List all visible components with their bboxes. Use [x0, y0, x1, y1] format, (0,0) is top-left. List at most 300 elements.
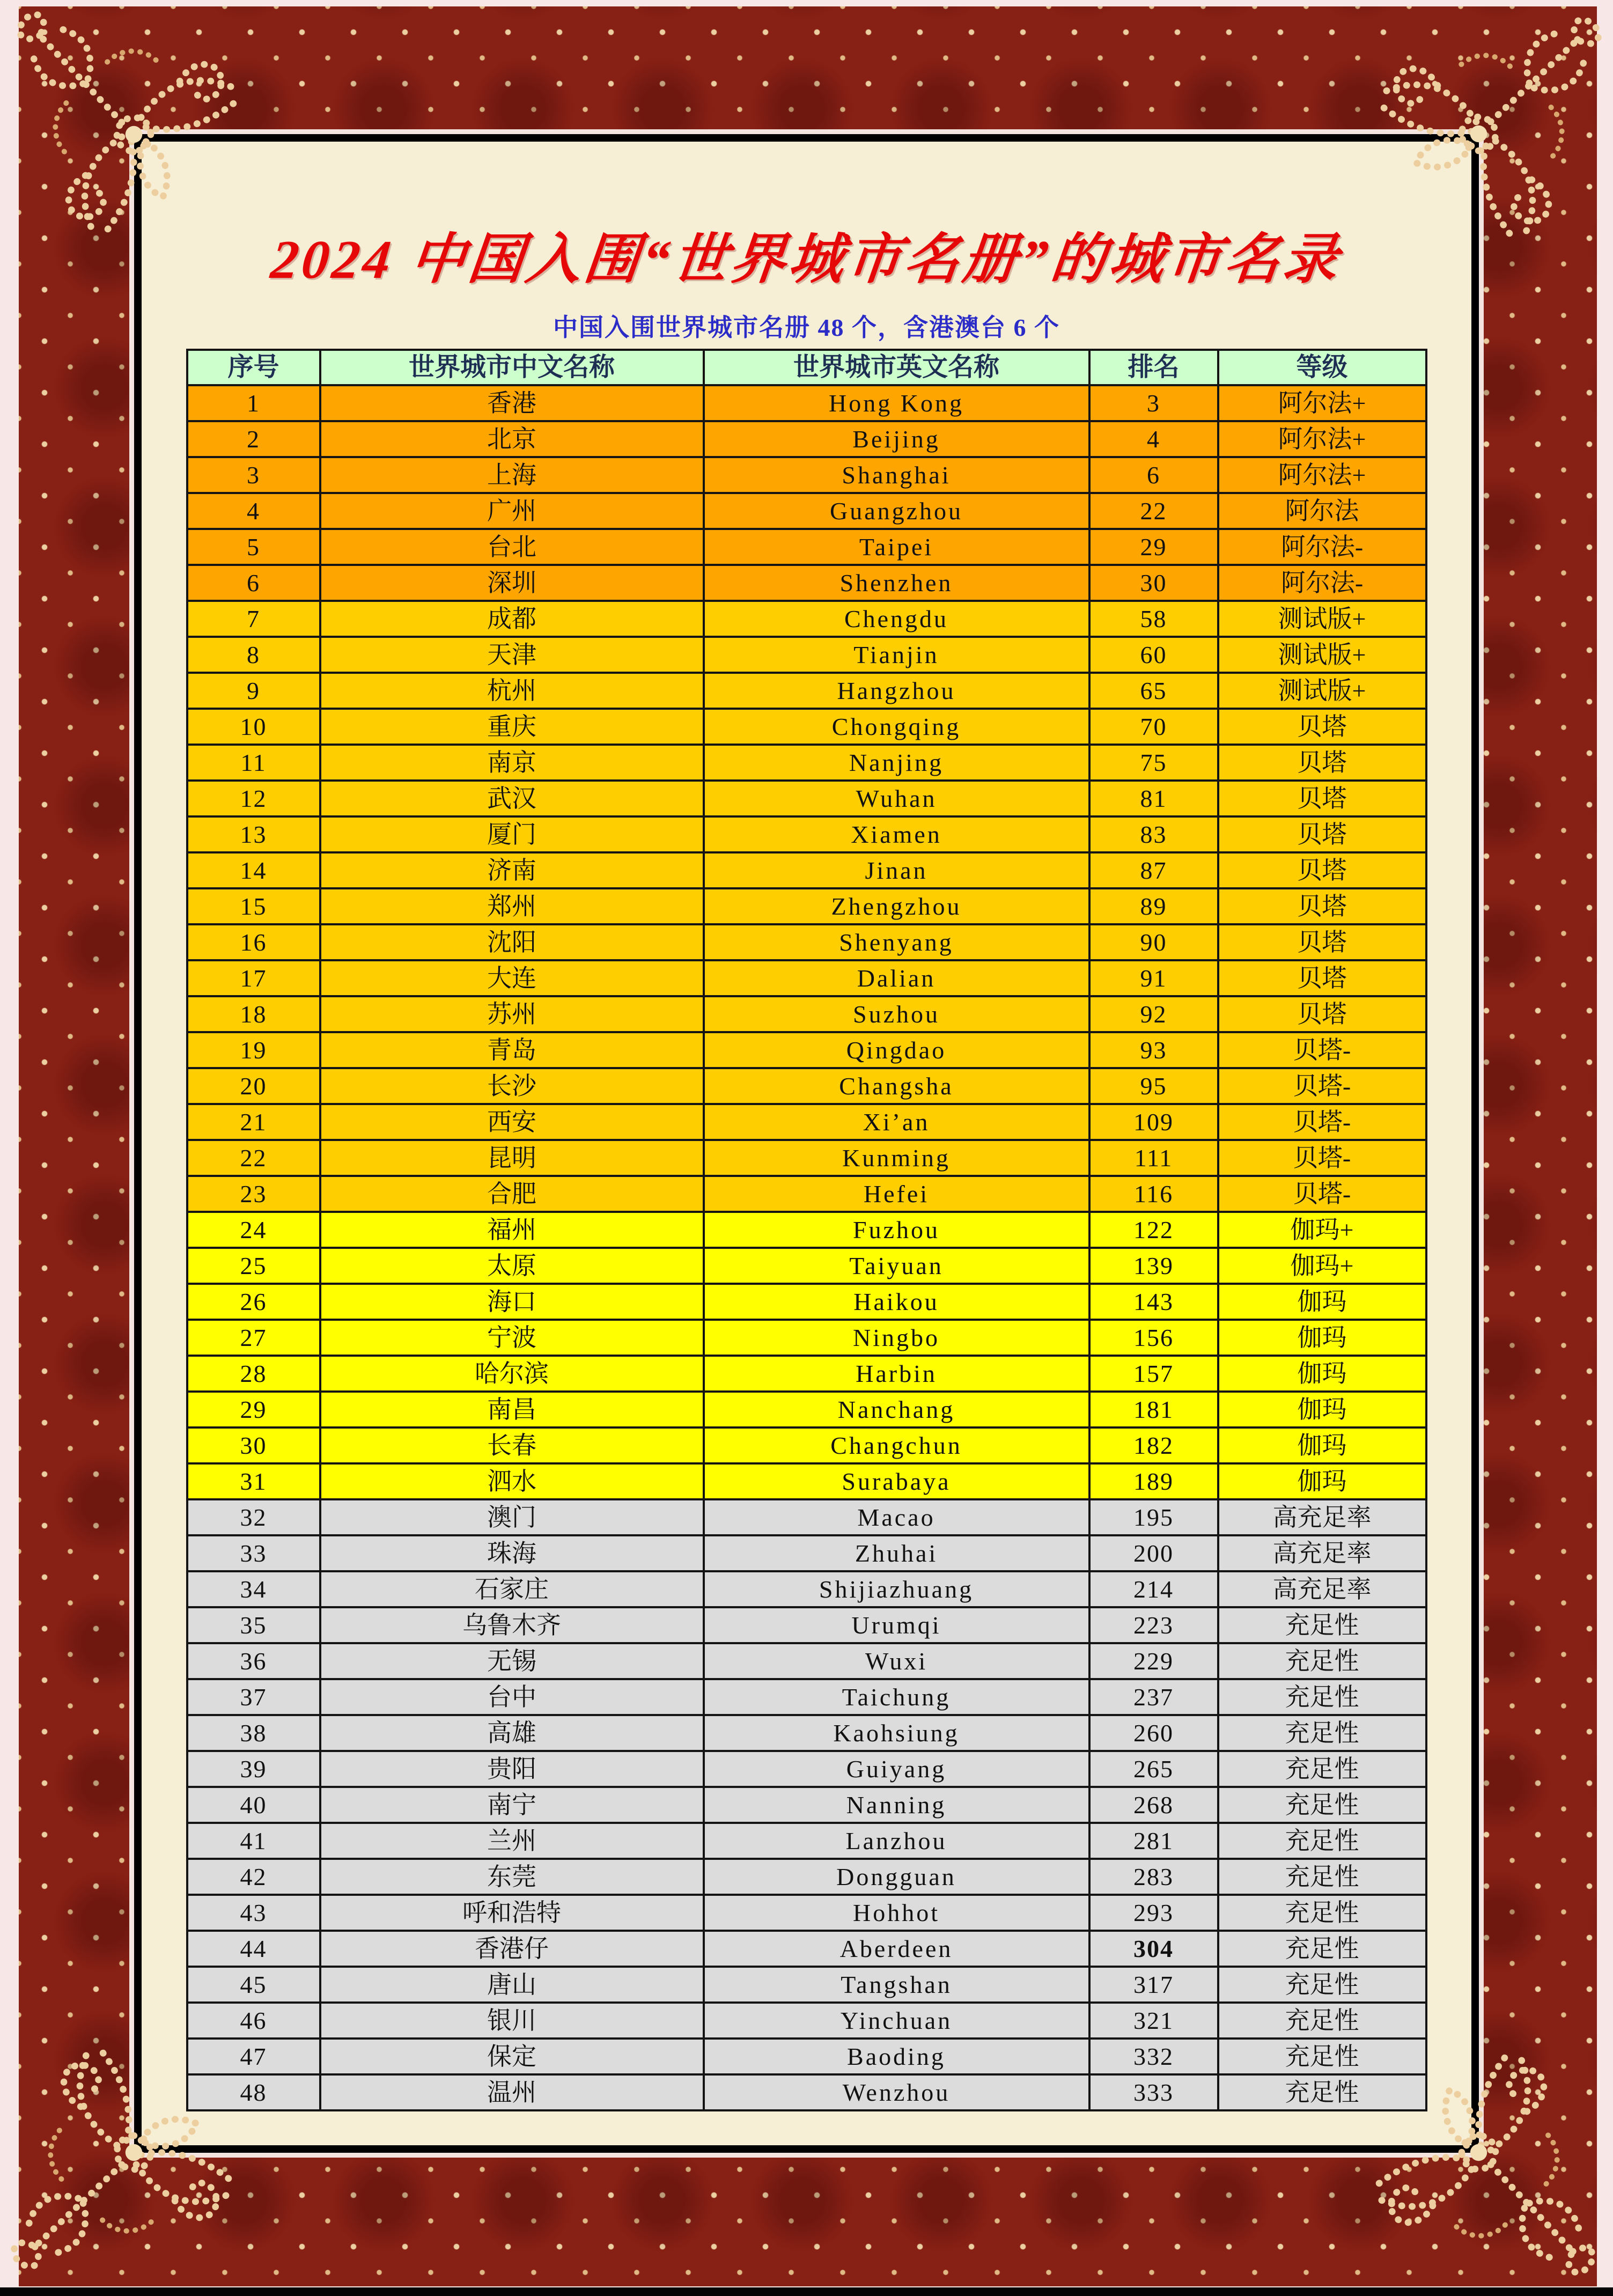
- cell-cn-name: 香港仔: [320, 1931, 704, 1967]
- cell-rank: 283: [1089, 1859, 1218, 1895]
- cell-cn-name: 厦门: [320, 816, 704, 852]
- cell-cn-name: 泗水: [320, 1463, 704, 1499]
- cell-cn-name: 北京: [320, 421, 704, 457]
- cell-cn-name: 昆明: [320, 1140, 704, 1176]
- page-subtitle: 中国入围世界城市名册 48 个，含港澳台 6 个: [553, 314, 1060, 341]
- cell-rank: 182: [1089, 1427, 1218, 1463]
- cell-no: 5: [187, 529, 320, 565]
- cell-en-name: Hangzhou: [704, 673, 1089, 709]
- table-row: [187, 1643, 1426, 1679]
- cell-cn-name: 唐山: [320, 1967, 704, 2003]
- cell-cn-name: 台北: [320, 529, 704, 565]
- cell-rank: 157: [1089, 1356, 1218, 1392]
- cell-no: 46: [187, 2003, 320, 2039]
- cell-en-name: Changchun: [704, 1427, 1089, 1463]
- cell-grade: 伽玛: [1218, 1463, 1426, 1499]
- cell-rank: 3: [1089, 385, 1218, 421]
- cell-en-name: Urumqi: [704, 1607, 1089, 1643]
- cell-grade: 伽玛+: [1218, 1248, 1426, 1284]
- cell-cn-name: 乌鲁木齐: [320, 1607, 704, 1643]
- cell-rank: 22: [1089, 493, 1218, 529]
- cell-en-name: Shenzhen: [704, 565, 1089, 601]
- cell-en-name: Haikou: [704, 1284, 1089, 1320]
- cell-en-name: Taichung: [704, 1679, 1089, 1715]
- page-title: 2024 中国入围“世界城市名册”的城市名录: [268, 230, 1344, 290]
- header-en-name: 世界城市英文名称: [704, 350, 1089, 385]
- cell-grade: 阿尔法-: [1218, 565, 1426, 601]
- world-cities-table: [186, 349, 1427, 2111]
- cell-grade: 充足性: [1218, 1607, 1426, 1643]
- cell-grade: 贝塔: [1218, 781, 1426, 816]
- cell-en-name: Nanjing: [704, 745, 1089, 781]
- cell-cn-name: 珠海: [320, 1535, 704, 1571]
- corner-ornament-bottom-left: [6, 2034, 247, 2276]
- cell-grade: 贝塔: [1218, 816, 1426, 852]
- cell-en-name: Xiamen: [704, 816, 1089, 852]
- cell-cn-name: 宁波: [320, 1320, 704, 1356]
- cell-en-name: Kunming: [704, 1140, 1089, 1176]
- table-row: [187, 673, 1426, 709]
- cell-rank: 91: [1089, 960, 1218, 996]
- cell-grade: 贝塔-: [1218, 1176, 1426, 1212]
- cell-rank: 143: [1089, 1284, 1218, 1320]
- cell-no: 20: [187, 1068, 320, 1104]
- cell-rank: 95: [1089, 1068, 1218, 1104]
- cell-cn-name: 成都: [320, 601, 704, 637]
- document-page: [134, 134, 1479, 2153]
- cell-cn-name: 哈尔滨: [320, 1356, 704, 1392]
- cell-no: 47: [187, 2039, 320, 2074]
- table-row: [187, 1140, 1426, 1176]
- cell-no: 12: [187, 781, 320, 816]
- cell-cn-name: 青岛: [320, 1032, 704, 1068]
- cell-grade: 阿尔法: [1218, 493, 1426, 529]
- cell-grade: 充足性: [1218, 2003, 1426, 2039]
- table-row: [187, 816, 1426, 852]
- cell-no: 13: [187, 816, 320, 852]
- table-row: [187, 1212, 1426, 1248]
- cell-no: 43: [187, 1895, 320, 1931]
- table-row: [187, 2003, 1426, 2039]
- cell-no: 8: [187, 637, 320, 673]
- cell-grade: 充足性: [1218, 2039, 1426, 2074]
- cell-rank: 139: [1089, 1248, 1218, 1284]
- cell-grade: 贝塔: [1218, 924, 1426, 960]
- cell-en-name: Nanchang: [704, 1392, 1089, 1427]
- cell-en-name: Taipei: [704, 529, 1089, 565]
- cell-en-name: Dongguan: [704, 1859, 1089, 1895]
- cell-rank: 30: [1089, 565, 1218, 601]
- cell-rank: 81: [1089, 781, 1218, 816]
- frame-bottom-edge: [0, 2287, 1613, 2296]
- cell-no: 39: [187, 1751, 320, 1787]
- cell-en-name: Shenyang: [704, 924, 1089, 960]
- cell-no: 27: [187, 1320, 320, 1356]
- cell-rank: 223: [1089, 1607, 1218, 1643]
- cell-rank: 4: [1089, 421, 1218, 457]
- cell-grade: 充足性: [1218, 1823, 1426, 1859]
- cell-no: 40: [187, 1787, 320, 1823]
- cell-cn-name: 深圳: [320, 565, 704, 601]
- cell-en-name: Guiyang: [704, 1751, 1089, 1787]
- table-row: [187, 1535, 1426, 1571]
- cell-no: 2: [187, 421, 320, 457]
- table-row: [187, 1392, 1426, 1427]
- cell-en-name: Kaohsiung: [704, 1715, 1089, 1751]
- cell-rank: 89: [1089, 888, 1218, 924]
- table-row: [187, 1967, 1426, 2003]
- cell-grade: 充足性: [1218, 1751, 1426, 1787]
- cell-grade: 伽玛+: [1218, 1212, 1426, 1248]
- cell-no: 19: [187, 1032, 320, 1068]
- cell-cn-name: 苏州: [320, 996, 704, 1032]
- cell-en-name: Hefei: [704, 1176, 1089, 1212]
- cell-grade: 贝塔-: [1218, 1068, 1426, 1104]
- cell-no: 29: [187, 1392, 320, 1427]
- cell-cn-name: 广州: [320, 493, 704, 529]
- table-row: [187, 888, 1426, 924]
- table-row: [187, 1931, 1426, 1967]
- cell-en-name: Guangzhou: [704, 493, 1089, 529]
- cell-cn-name: 澳门: [320, 1499, 704, 1535]
- table-header-row: [187, 350, 1426, 385]
- cell-rank: 200: [1089, 1535, 1218, 1571]
- cell-no: 24: [187, 1212, 320, 1248]
- cell-no: 9: [187, 673, 320, 709]
- table-row: [187, 1499, 1426, 1535]
- cell-no: 35: [187, 1607, 320, 1643]
- table-row: [187, 1032, 1426, 1068]
- cell-cn-name: 香港: [320, 385, 704, 421]
- cell-no: 31: [187, 1463, 320, 1499]
- cell-no: 7: [187, 601, 320, 637]
- table-row: [187, 601, 1426, 637]
- cell-en-name: Lanzhou: [704, 1823, 1089, 1859]
- cell-cn-name: 上海: [320, 457, 704, 493]
- cell-en-name: Tianjin: [704, 637, 1089, 673]
- cell-cn-name: 武汉: [320, 781, 704, 816]
- cell-no: 6: [187, 565, 320, 601]
- cell-rank: 83: [1089, 816, 1218, 852]
- corner-ornament-top-left: [11, 6, 252, 248]
- cell-en-name: Fuzhou: [704, 1212, 1089, 1248]
- table-row: [187, 1284, 1426, 1320]
- cell-cn-name: 重庆: [320, 709, 704, 745]
- cell-grade: 贝塔-: [1218, 1140, 1426, 1176]
- table-row: [187, 385, 1426, 421]
- cell-no: 45: [187, 1967, 320, 2003]
- table-row: [187, 745, 1426, 781]
- cell-grade: 阿尔法-: [1218, 529, 1426, 565]
- header-cn-name: 世界城市中文名称: [320, 350, 704, 385]
- table-row: [187, 852, 1426, 888]
- cell-rank: 75: [1089, 745, 1218, 781]
- cell-cn-name: 沈阳: [320, 924, 704, 960]
- cell-no: 42: [187, 1859, 320, 1895]
- cell-no: 28: [187, 1356, 320, 1392]
- cell-grade: 贝塔: [1218, 888, 1426, 924]
- cell-no: 15: [187, 888, 320, 924]
- cell-no: 3: [187, 457, 320, 493]
- cell-cn-name: 济南: [320, 852, 704, 888]
- cell-rank: 260: [1089, 1715, 1218, 1751]
- table-row: [187, 1176, 1426, 1212]
- cell-en-name: Chongqing: [704, 709, 1089, 745]
- cell-cn-name: 台中: [320, 1679, 704, 1715]
- cell-no: 26: [187, 1284, 320, 1320]
- cell-rank: 29: [1089, 529, 1218, 565]
- cell-cn-name: 兰州: [320, 1823, 704, 1859]
- cell-no: 14: [187, 852, 320, 888]
- cell-cn-name: 高雄: [320, 1715, 704, 1751]
- cell-no: 38: [187, 1715, 320, 1751]
- cell-grade: 贝塔: [1218, 960, 1426, 996]
- cell-cn-name: 银川: [320, 2003, 704, 2039]
- cell-cn-name: 海口: [320, 1284, 704, 1320]
- header-no: 序号: [187, 350, 320, 385]
- cell-no: 32: [187, 1499, 320, 1535]
- cell-grade: 阿尔法+: [1218, 421, 1426, 457]
- cell-grade: 充足性: [1218, 2074, 1426, 2110]
- cell-en-name: Hong Kong: [704, 385, 1089, 421]
- cell-en-name: Baoding: [704, 2039, 1089, 2074]
- cell-no: 44: [187, 1931, 320, 1967]
- table-row: [187, 1427, 1426, 1463]
- cell-en-name: Nanning: [704, 1787, 1089, 1823]
- cell-en-name: Dalian: [704, 960, 1089, 996]
- cell-no: 41: [187, 1823, 320, 1859]
- cell-cn-name: 天津: [320, 637, 704, 673]
- table-row: [187, 1104, 1426, 1140]
- cell-en-name: Hohhot: [704, 1895, 1089, 1931]
- cell-en-name: Wenzhou: [704, 2074, 1089, 2110]
- cell-grade: 高充足率: [1218, 1535, 1426, 1571]
- cell-grade: 伽玛: [1218, 1427, 1426, 1463]
- table-row: [187, 781, 1426, 816]
- cell-grade: 充足性: [1218, 1895, 1426, 1931]
- cell-rank: 195: [1089, 1499, 1218, 1535]
- cell-grade: 充足性: [1218, 1931, 1426, 1967]
- cell-rank: 65: [1089, 673, 1218, 709]
- cell-rank: 70: [1089, 709, 1218, 745]
- cell-cn-name: 无锡: [320, 1643, 704, 1679]
- cell-grade: 充足性: [1218, 1715, 1426, 1751]
- cell-rank: 237: [1089, 1679, 1218, 1715]
- cell-grade: 充足性: [1218, 1967, 1426, 2003]
- cell-no: 1: [187, 385, 320, 421]
- cell-grade: 贝塔-: [1218, 1104, 1426, 1140]
- cell-en-name: Taiyuan: [704, 1248, 1089, 1284]
- table-row: [187, 529, 1426, 565]
- cell-en-name: Shanghai: [704, 457, 1089, 493]
- table-row: [187, 1715, 1426, 1751]
- cell-en-name: Ningbo: [704, 1320, 1089, 1356]
- corner-ornament-bottom-right: [1360, 2039, 1602, 2280]
- cell-cn-name: 保定: [320, 2039, 704, 2074]
- cell-en-name: Shijiazhuang: [704, 1571, 1089, 1607]
- cell-rank: 304: [1089, 1931, 1218, 1967]
- cell-no: 4: [187, 493, 320, 529]
- cell-grade: 充足性: [1218, 1859, 1426, 1895]
- cell-no: 23: [187, 1176, 320, 1212]
- table-row: [187, 1787, 1426, 1823]
- table-row: [187, 1320, 1426, 1356]
- cell-rank: 181: [1089, 1392, 1218, 1427]
- cell-cn-name: 贵阳: [320, 1751, 704, 1787]
- cell-cn-name: 南宁: [320, 1787, 704, 1823]
- cell-rank: 87: [1089, 852, 1218, 888]
- cell-cn-name: 西安: [320, 1104, 704, 1140]
- cell-no: 17: [187, 960, 320, 996]
- cell-grade: 测试版+: [1218, 673, 1426, 709]
- cell-no: 30: [187, 1427, 320, 1463]
- cell-grade: 阿尔法+: [1218, 457, 1426, 493]
- cell-no: 16: [187, 924, 320, 960]
- table-row: [187, 637, 1426, 673]
- table-row: [187, 1248, 1426, 1284]
- cell-cn-name: 温州: [320, 2074, 704, 2110]
- cell-grade: 充足性: [1218, 1787, 1426, 1823]
- cell-en-name: Wuxi: [704, 1643, 1089, 1679]
- cell-rank: 265: [1089, 1751, 1218, 1787]
- cell-cn-name: 长沙: [320, 1068, 704, 1104]
- cell-grade: 伽玛: [1218, 1320, 1426, 1356]
- cell-grade: 充足性: [1218, 1643, 1426, 1679]
- cell-rank: 116: [1089, 1176, 1218, 1212]
- cell-cn-name: 东莞: [320, 1859, 704, 1895]
- cell-en-name: Zhuhai: [704, 1535, 1089, 1571]
- cell-no: 25: [187, 1248, 320, 1284]
- cell-en-name: Aberdeen: [704, 1931, 1089, 1967]
- table-row: [187, 1607, 1426, 1643]
- cell-rank: 60: [1089, 637, 1218, 673]
- cell-grade: 伽玛: [1218, 1284, 1426, 1320]
- table-row: [187, 1751, 1426, 1787]
- cell-grade: 伽玛: [1218, 1392, 1426, 1427]
- cell-rank: 58: [1089, 601, 1218, 637]
- cell-cn-name: 南京: [320, 745, 704, 781]
- cell-no: 11: [187, 745, 320, 781]
- cell-cn-name: 杭州: [320, 673, 704, 709]
- cell-no: 10: [187, 709, 320, 745]
- table-row: [187, 996, 1426, 1032]
- cell-grade: 测试版+: [1218, 601, 1426, 637]
- cell-rank: 93: [1089, 1032, 1218, 1068]
- table-row: [187, 1068, 1426, 1104]
- table-row: [187, 1895, 1426, 1931]
- cell-cn-name: 南昌: [320, 1392, 704, 1427]
- cell-no: 21: [187, 1104, 320, 1140]
- cell-grade: 贝塔: [1218, 745, 1426, 781]
- cell-grade: 贝塔: [1218, 852, 1426, 888]
- cell-grade: 贝塔: [1218, 996, 1426, 1032]
- table-row: [187, 924, 1426, 960]
- cell-rank: 90: [1089, 924, 1218, 960]
- table-row: [187, 457, 1426, 493]
- cell-en-name: Harbin: [704, 1356, 1089, 1392]
- table-row: [187, 1463, 1426, 1499]
- cell-cn-name: 大连: [320, 960, 704, 996]
- table-row: [187, 1859, 1426, 1895]
- cell-cn-name: 呼和浩特: [320, 1895, 704, 1931]
- cell-grade: 测试版+: [1218, 637, 1426, 673]
- cell-rank: 109: [1089, 1104, 1218, 1140]
- cell-rank: 92: [1089, 996, 1218, 1032]
- cell-rank: 321: [1089, 2003, 1218, 2039]
- cell-rank: 332: [1089, 2039, 1218, 2074]
- cell-cn-name: 石家庄: [320, 1571, 704, 1607]
- table-row: [187, 960, 1426, 996]
- cell-no: 34: [187, 1571, 320, 1607]
- cell-en-name: Suzhou: [704, 996, 1089, 1032]
- cell-rank: 214: [1089, 1571, 1218, 1607]
- cell-rank: 268: [1089, 1787, 1218, 1823]
- cell-en-name: Tangshan: [704, 1967, 1089, 2003]
- cell-no: 37: [187, 1679, 320, 1715]
- table-row: [187, 2074, 1426, 2110]
- cell-no: 22: [187, 1140, 320, 1176]
- cell-rank: 333: [1089, 2074, 1218, 2110]
- cell-cn-name: 郑州: [320, 888, 704, 924]
- corner-ornament-top-right: [1365, 11, 1607, 252]
- table-row: [187, 493, 1426, 529]
- cell-cn-name: 太原: [320, 1248, 704, 1284]
- cell-grade: 高充足率: [1218, 1571, 1426, 1607]
- cell-no: 18: [187, 996, 320, 1032]
- cell-en-name: Zhengzhou: [704, 888, 1089, 924]
- table-row: [187, 1679, 1426, 1715]
- cell-en-name: Changsha: [704, 1068, 1089, 1104]
- cell-rank: 317: [1089, 1967, 1218, 2003]
- cell-rank: 156: [1089, 1320, 1218, 1356]
- cell-rank: 6: [1089, 457, 1218, 493]
- cell-cn-name: 福州: [320, 1212, 704, 1248]
- header-grade: 等级: [1218, 350, 1426, 385]
- cell-grade: 伽玛: [1218, 1356, 1426, 1392]
- cell-en-name: Macao: [704, 1499, 1089, 1535]
- table-row: [187, 2039, 1426, 2074]
- cell-rank: 111: [1089, 1140, 1218, 1176]
- cell-rank: 293: [1089, 1895, 1218, 1931]
- cell-rank: 122: [1089, 1212, 1218, 1248]
- cell-grade: 贝塔: [1218, 709, 1426, 745]
- cell-en-name: Beijing: [704, 421, 1089, 457]
- cell-en-name: Surabaya: [704, 1463, 1089, 1499]
- cell-rank: 189: [1089, 1463, 1218, 1499]
- cell-rank: 229: [1089, 1643, 1218, 1679]
- header-rank: 排名: [1089, 350, 1218, 385]
- cell-grade: 充足性: [1218, 1679, 1426, 1715]
- cell-en-name: Chengdu: [704, 601, 1089, 637]
- table-row: [187, 1356, 1426, 1392]
- cell-grade: 贝塔-: [1218, 1032, 1426, 1068]
- cell-cn-name: 合肥: [320, 1176, 704, 1212]
- table-body: [187, 385, 1426, 2110]
- cell-en-name: Jinan: [704, 852, 1089, 888]
- cell-en-name: Yinchuan: [704, 2003, 1089, 2039]
- cell-no: 33: [187, 1535, 320, 1571]
- table-row: [187, 565, 1426, 601]
- cell-no: 48: [187, 2074, 320, 2110]
- cell-cn-name: 长春: [320, 1427, 704, 1463]
- cell-grade: 阿尔法+: [1218, 385, 1426, 421]
- cell-en-name: Qingdao: [704, 1032, 1089, 1068]
- table-row: [187, 421, 1426, 457]
- cell-grade: 高充足率: [1218, 1499, 1426, 1535]
- cell-no: 36: [187, 1643, 320, 1679]
- cell-rank: 281: [1089, 1823, 1218, 1859]
- cell-en-name: Xi’an: [704, 1104, 1089, 1140]
